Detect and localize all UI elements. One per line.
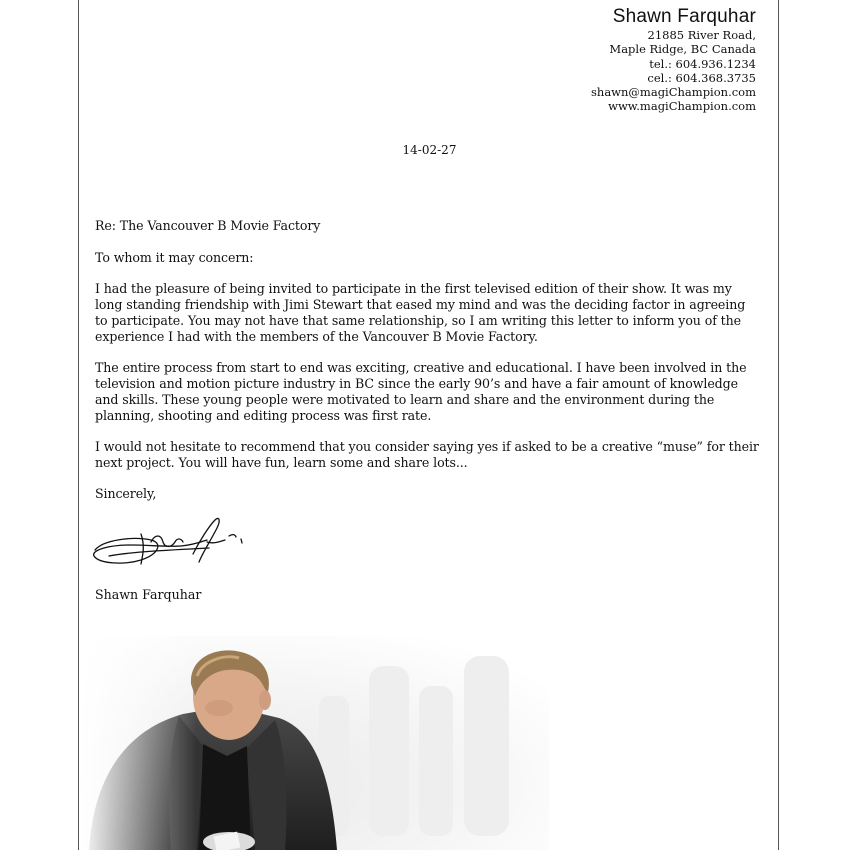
- handwritten-signature: [89, 512, 259, 574]
- letter-paragraph-3: I would not hesitate to recommend that you consider saying yes if asked to be a creative “muse” for their next project. You will have fun, learn some and share lots...: [95, 439, 759, 470]
- letterhead-address-line2: Maple Ridge, BC Canada: [609, 42, 756, 57]
- letterhead-cel: cel.: 604.368.3735: [647, 70, 756, 85]
- letter-closing: Sincerely,: [95, 486, 157, 501]
- signature-drawing: [89, 512, 259, 574]
- letter-page: [78, 0, 779, 850]
- letter-paragraph-1: I had the pleasure of being invited to participate in the first televised edition of their show. It was my long standing friendship with Jimi Stewart that eased my mind and was the deciding factor in agreeing to participate. You may not have that same relationship, so I am writing this letter to inform you of the experience I had with the members of the Vancouver B Movie Factory.: [95, 281, 746, 344]
- letterhead-website: www.magiChampion.com: [608, 99, 756, 114]
- letter-body: [95, 218, 760, 517]
- letter-date: 14-02-27: [402, 143, 457, 157]
- portrait-image: [79, 636, 549, 850]
- portrait-photo: [79, 636, 549, 850]
- letterhead-name: Shawn Farquhar: [612, 6, 756, 27]
- letterhead: [591, 6, 756, 114]
- letterhead-tel: tel.: 604.936.1234: [649, 56, 756, 71]
- letter-paragraph-2: The entire process from start to end was exciting, creative and educational. I have been involved in the television and motion picture industry in BC since the early 90’s and have a fair amount of knowledge and skills. These young people were motivated to learn and share and the environment during the planning, shooting and editing process was first rate.: [95, 360, 747, 423]
- letter-subject: Re: The Vancouver B Movie Factory: [95, 218, 321, 233]
- signer-name: Shawn Farquhar: [95, 587, 202, 602]
- letterhead-address-line1: 21885 River Road,: [647, 28, 756, 42]
- letterhead-email: shawn@magiChampion.com: [591, 85, 756, 100]
- letter-salutation: To whom it may concern:: [95, 250, 254, 265]
